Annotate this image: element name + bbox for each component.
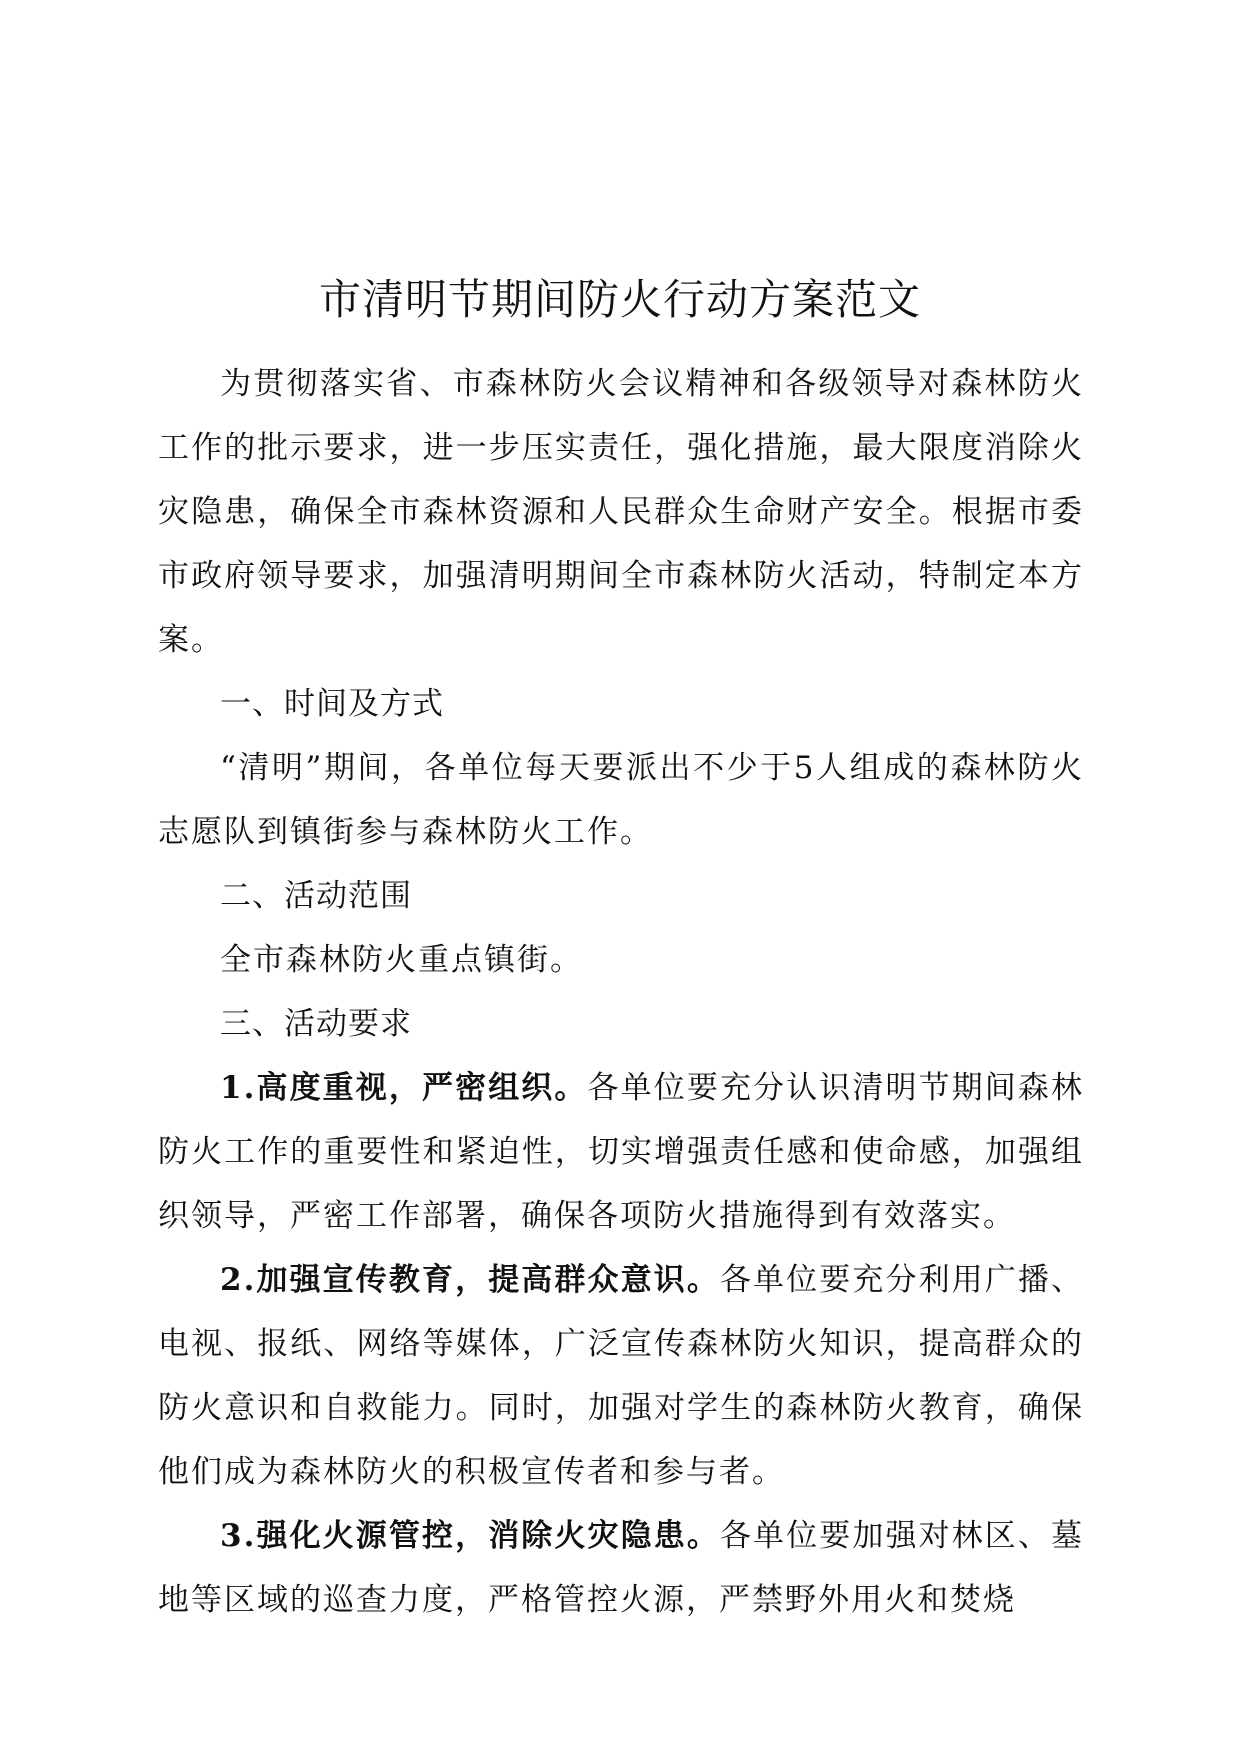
requirement-item xyxy=(158,1248,1084,1504)
requirement-text: 各单位要充分利用广播、电视、报纸、网络等媒体，广泛宣传森林防火知识，提高群众的防火意识和自救能力。同时，加强对学生的森林防火教育，确保他们成为森林防火的积极宣传者和参与者。 xyxy=(158,1262,1084,1490)
intro-paragraph: 为贯彻落实省、市森林防火会议精神和各级领导对森林防火工作的批示要求，进一步压实责任，强化措施，最大限度消除火灾隐患，确保全市森林资源和人民群众生命财产安全。根据市委市政府领导要求，加强清明期间全市森林防火活动，特制定本方案。 xyxy=(158,366,1084,658)
section-text-scope: 全市森林防火重点镇街。 xyxy=(220,942,583,978)
section-heading-requirements: 三、活动要求 xyxy=(220,1006,412,1042)
requirement-item xyxy=(158,1504,1084,1632)
requirement-text: 各单位要充分认识清明节期间森林防火工作的重要性和紧迫性，切实增强责任感和使命感，加强组织领导，严密工作部署，确保各项防火措施得到有效落实。 xyxy=(158,1070,1084,1234)
section-heading-scope: 二、活动范围 xyxy=(220,878,412,914)
requirement-item xyxy=(158,1056,1084,1248)
requirement-text: 各单位要加强对林区、墓地等区域的巡查力度，严格管控火源，严禁野外用火和焚烧 xyxy=(158,1518,1084,1618)
section-text-time: “清明”期间，各单位每天要派出不少于5人组成的森林防火志愿队到镇街参与森林防火工作。 xyxy=(158,750,1084,850)
document-title: 市清明节期间防火行动方案范文 xyxy=(318,275,921,324)
document-body xyxy=(158,352,1084,1632)
requirement-lead: 1.高度重视，严密组织。 xyxy=(220,1070,588,1106)
requirement-lead: 2.加强宣传教育，提高群众意识。 xyxy=(220,1262,720,1298)
requirement-lead: 3.强化火源管控，消除火灾隐患。 xyxy=(220,1518,720,1554)
section-heading-time: 一、时间及方式 xyxy=(220,686,444,722)
